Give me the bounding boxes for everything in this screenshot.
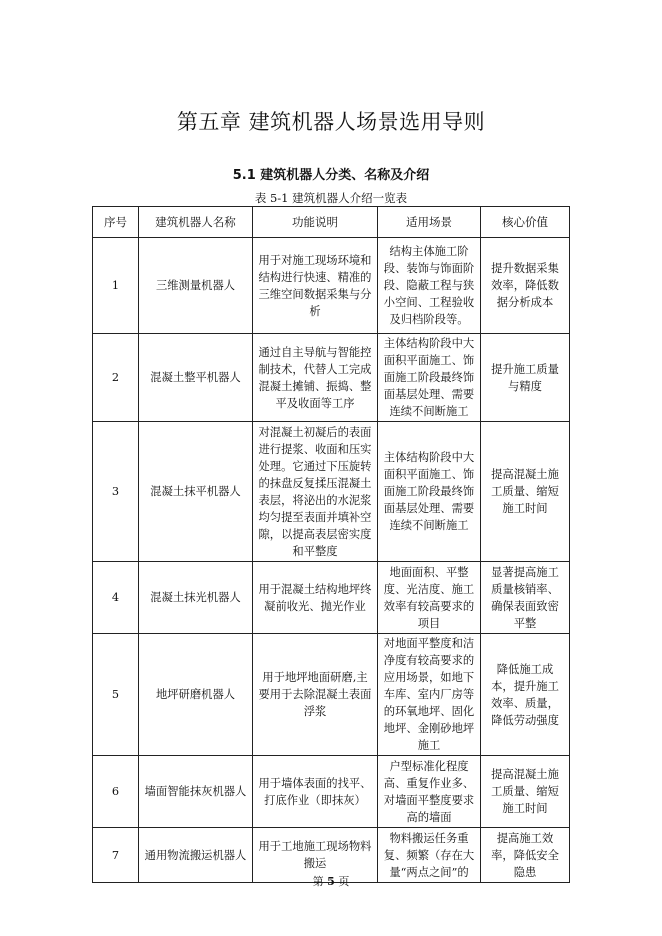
cell-scene: 地面面积、平整度、光洁度、施工效率有较高要求的项目	[378, 562, 481, 634]
cell-value: 降低施工成本，提升施工效率、质量，降低劳动强度	[481, 634, 570, 756]
cell-no: 7	[93, 828, 139, 883]
cell-value: 提升数据采集效率，降低数据分析成本	[481, 238, 570, 334]
chapter-title: 第五章 建筑机器人场景选用导则	[176, 110, 486, 135]
cell-scene: 物料搬运任务重复、频繁（存在大量“两点之间”的	[378, 828, 481, 883]
cell-function: 用于地坪地面研磨,主要用于去除混凝土表面浮浆	[253, 634, 378, 756]
cell-value: 提高混凝土施工质量、缩短施工时间	[481, 422, 570, 562]
footer-prefix: 第	[312, 875, 328, 888]
table-row	[93, 238, 570, 334]
cell-name: 三维测量机器人	[139, 238, 253, 334]
cell-no: 5	[93, 634, 139, 756]
cell-value: 提升施工质量与精度	[481, 334, 570, 422]
cell-scene: 结构主体施工阶段、装饰与饰面阶段、隐蔽工程与狭小空间、工程验收及归档阶段等。	[378, 238, 481, 334]
table-caption: 表 5-1 建筑机器人介绍一览表	[254, 191, 408, 205]
table-row	[93, 756, 570, 828]
cell-function: 用于对施工现场环境和结构进行快速、精准的三维空间数据采集与分析	[253, 238, 378, 334]
table-row	[93, 334, 570, 422]
cell-scene: 主体结构阶段中大面积平面施工、饰面施工阶段最终饰面基层处理、需要连续不间断施工	[378, 334, 481, 422]
section-title: 5.1 建筑机器人分类、名称及介绍	[232, 167, 430, 183]
cell-scene: 对地面平整度和洁净度有较高要求的应用场景，如地下车库、室内厂房等的环氧地坪、固化地坪、金刚砂地坪施工	[378, 634, 481, 756]
cell-scene: 户型标准化程度高、重复作业多、对墙面平整度要求高的墙面	[378, 756, 481, 828]
header-name: 建筑机器人名称	[139, 207, 253, 238]
cell-function: 用于混凝土结构地坪终凝前收光、抛光作业	[253, 562, 378, 634]
table-row	[93, 634, 570, 756]
cell-scene: 主体结构阶段中大面积平面施工、饰面施工阶段最终饰面基层处理、需要连续不间断施工	[378, 422, 481, 562]
cell-name: 通用物流搬运机器人	[139, 828, 253, 883]
robot-table	[92, 206, 570, 883]
cell-function: 用于工地施工现场物料搬运	[253, 828, 378, 883]
cell-no: 3	[93, 422, 139, 562]
cell-function: 对混凝土初凝后的表面进行提浆、收面和压实处理。它通过下压旋转的抹盘反复揉压混凝土表层，将泌出的水泥浆均匀提至表面并填补空隙，以提高表层密实度和平整度	[253, 422, 378, 562]
table-row	[93, 422, 570, 562]
cell-no: 2	[93, 334, 139, 422]
cell-no: 1	[93, 238, 139, 334]
cell-no: 4	[93, 562, 139, 634]
cell-value: 显著提高施工质量核销率、确保表面致密平整	[481, 562, 570, 634]
header-scene: 适用场景	[378, 207, 481, 238]
cell-value: 提高混凝土施工质量、缩短施工时间	[481, 756, 570, 828]
cell-name: 地坪研磨机器人	[139, 634, 253, 756]
header-no: 序号	[93, 207, 139, 238]
table-header-row	[93, 207, 570, 238]
cell-name: 混凝土抹光机器人	[139, 562, 253, 634]
cell-function: 用于墙体表面的找平、打底作业（即抹灰）	[253, 756, 378, 828]
cell-function: 通过自主导航与智能控制技术，代替人工完成混凝土摊铺、振捣、整平及收面等工序	[253, 334, 378, 422]
page-number: 5	[327, 875, 335, 888]
cell-name: 混凝土整平机器人	[139, 334, 253, 422]
table-row	[93, 562, 570, 634]
cell-no: 6	[93, 756, 139, 828]
header-function: 功能说明	[253, 207, 378, 238]
cell-value: 提高施工效率，降低安全隐患	[481, 828, 570, 883]
header-value: 核心价值	[481, 207, 570, 238]
page-footer	[0, 873, 662, 889]
footer-suffix: 页	[334, 875, 350, 888]
cell-name: 墙面智能抹灰机器人	[139, 756, 253, 828]
cell-name: 混凝土抹平机器人	[139, 422, 253, 562]
